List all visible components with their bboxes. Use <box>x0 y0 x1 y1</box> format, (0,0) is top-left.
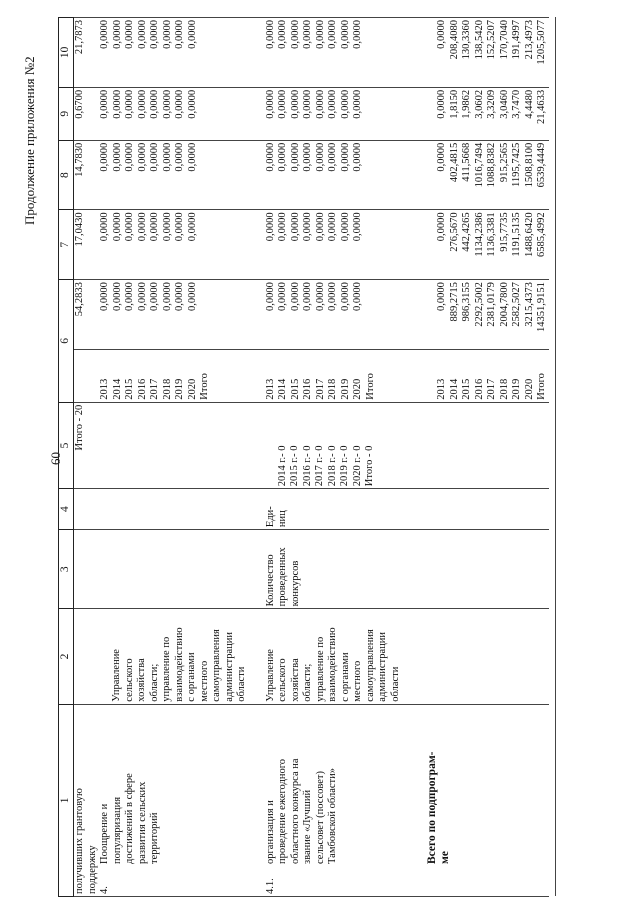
total-sum: 0,0000 889,2715 986,3155 2292,5002 2381,0179 2004,7800 2582,5027 3215,4373 14351,9151 <box>402 280 549 350</box>
table-row-4-1 <box>249 18 403 897</box>
data-table <box>58 17 556 897</box>
row4-other: 0,0000 0,0000 0,0000 0,0000 0,0000 0,0000 0,0000 0,0000 <box>99 18 249 88</box>
row4-total: 0,0000 0,0000 0,0000 0,0000 0,0000 0,0000 0,0000 0,0000 <box>99 280 249 350</box>
header-row <box>59 18 74 897</box>
header-cell-3: 3 <box>59 530 74 609</box>
row41-years: 2013 2014 2015 2016 2017 2018 2019 2020 Итого <box>249 349 403 402</box>
row41-federal: 0,0000 0,0000 0,0000 0,0000 0,0000 0,0000 0,0000 0,0000 <box>249 210 403 280</box>
row4-federal: 0,0000 0,0000 0,0000 0,0000 0,0000 0,0000 0,0000 0,0000 <box>99 210 249 280</box>
cont-total-local: 0,6700 <box>74 87 100 140</box>
row4-title: Поощрение и популяризация достижений в сфере развития сельских территорий <box>99 773 160 864</box>
row41-other: 0,0000 0,0000 0,0000 0,0000 0,0000 0,0000 0,0000 0,0000 <box>249 18 403 88</box>
cont-total-regional: 14,7830 <box>74 140 100 210</box>
header-cell-1: 1 <box>59 704 74 896</box>
total-years: 2013 2014 2015 2016 2017 2018 2019 2020 Итого <box>402 349 549 402</box>
row4-regional: 0,0000 0,0000 0,0000 0,0000 0,0000 0,0000 0,0000 0,0000 <box>99 140 249 210</box>
total-regional: 0,0000 402,4815 411,5668 1016,7494 1088,8382 915,2565 1195,7425 1508,8100 6539,4449 <box>402 140 549 210</box>
row4-years: 2013 2014 2015 2016 2017 2018 2019 2020 Итого <box>99 349 249 402</box>
table-row-continuation <box>74 18 100 897</box>
total-title: Всего по подпрограм- ме <box>426 751 451 864</box>
row41-indicator: Количество проведенных конкурсов <box>249 530 403 609</box>
row41-number: 4.1. <box>264 878 276 894</box>
page-caption: Продолжение приложения №2 <box>22 56 37 225</box>
cont-target-total: Итого - 20 <box>74 402 100 489</box>
row41-regional: 0,0000 0,0000 0,0000 0,0000 0,0000 0,0000 0,0000 0,0000 <box>249 140 403 210</box>
table-row-4 <box>99 18 249 897</box>
header-cell-4: 4 <box>59 489 74 530</box>
header-cell-7: 7 <box>59 210 74 280</box>
total-federal: 0,0000 276,5670 442,4265 1134,2386 1136,3381 915,7735 1191,5135 1488,6420 6585,4992 <box>402 210 549 280</box>
total-local: 0,0000 1,8150 1,9862 3,0602 3,3209 3,0460 3,7470 4,4480 21,4633 <box>402 87 549 140</box>
cont-total-federal: 17,0430 <box>74 210 100 280</box>
total-other: 0,0000 208,4080 130,3360 138,5420 152,5207 170,7040 191,4997 213,4973 1205,5077 <box>402 18 549 88</box>
page-number: 60 <box>48 452 63 465</box>
header-cell-5: 5 <box>59 402 74 489</box>
row41-unit: Еди- ниц <box>249 489 403 530</box>
row4-executor: Управление сельского хозяйства области; управление по взаимодействию с органами местного самоуправления администрации области <box>99 609 249 704</box>
row4-number: 4. <box>99 886 110 894</box>
row4-local: 0,0000 0,0000 0,0000 0,0000 0,0000 0,0000 0,0000 0,0000 <box>99 87 249 140</box>
header-cell-2: 2 <box>59 609 74 704</box>
row41-total: 0,0000 0,0000 0,0000 0,0000 0,0000 0,0000 0,0000 0,0000 <box>249 280 403 350</box>
row41-targets: 2014 г.- 0 2015 г.- 0 2016 г.- 0 2017 г.- 0 2018 г.- 0 2019 г.- 0 2020 г.- 0 Итого - 0 <box>249 402 403 489</box>
table-row-total <box>402 18 549 897</box>
header-cell-9: 9 <box>59 87 74 140</box>
row41-executor: Управление сельского хозяйства области; управление по взаимодействию с органами местного самоуправления администрации области <box>249 609 403 704</box>
cont-total-other: 21,7873 <box>74 18 100 88</box>
header-cell-6: 6 <box>59 280 74 403</box>
row41-local: 0,0000 0,0000 0,0000 0,0000 0,0000 0,0000 0,0000 0,0000 <box>249 87 403 140</box>
row41-title: организация и проведение ежегодного областного конкурса на звание «Лучший сельсовет (поссовет) Тамбовской области» <box>264 758 338 864</box>
header-cell-10: 10 <box>59 18 74 88</box>
header-cell-8: 8 <box>59 140 74 210</box>
cont-indicator: получивших грантовую поддержку <box>74 704 100 896</box>
cont-total-all: 54,2833 <box>74 280 100 350</box>
